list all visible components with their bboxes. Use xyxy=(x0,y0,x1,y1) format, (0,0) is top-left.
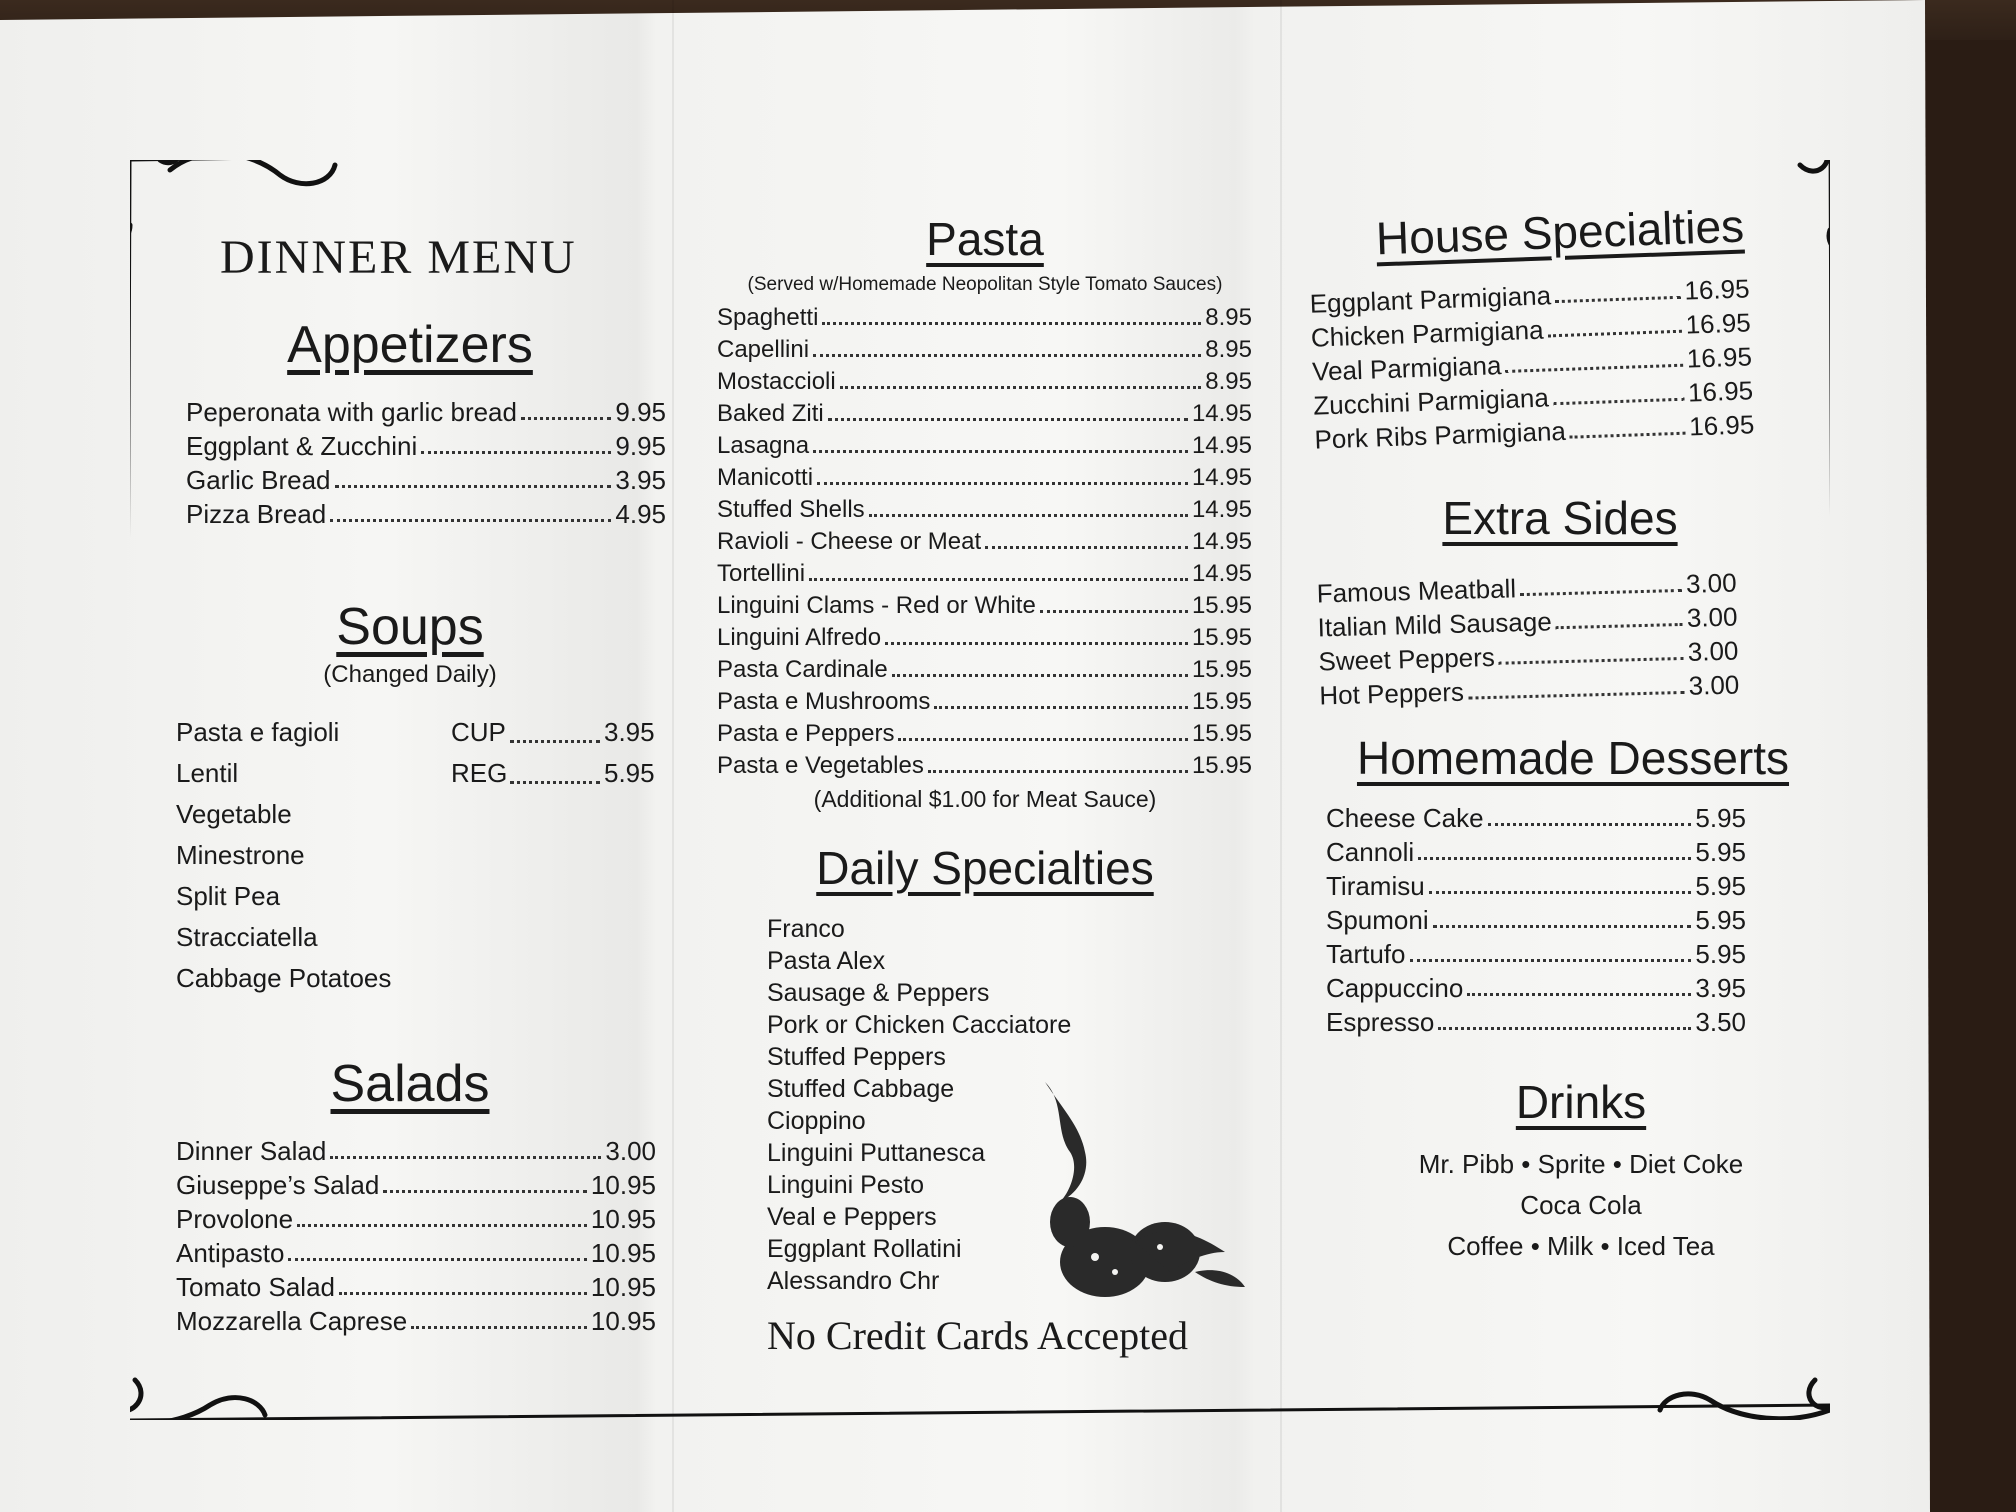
item-name: Linguini Clams - Red or White xyxy=(717,592,1036,619)
dot-leader xyxy=(813,450,1188,453)
item-name: Tortellini xyxy=(717,560,806,587)
item-name: Provolone xyxy=(176,1204,294,1234)
dessert-item xyxy=(1326,839,1746,865)
soup-name: Lentil xyxy=(176,758,239,788)
item-price: 10.95 xyxy=(590,1170,656,1200)
dessert-item xyxy=(1326,907,1746,933)
item-name: Zucchini Parmigiana xyxy=(1312,382,1550,421)
fruit-illustration xyxy=(1035,1072,1255,1302)
item-price: 15.95 xyxy=(1191,592,1252,619)
dot-leader xyxy=(1553,398,1684,406)
dot-leader xyxy=(822,322,1201,325)
pasta-item xyxy=(717,722,1252,746)
item-price: 8.95 xyxy=(1205,336,1252,363)
soup-name: Vegetable xyxy=(176,799,292,829)
pasta-item xyxy=(717,434,1252,458)
soup-item xyxy=(176,922,660,953)
item-name: Pizza Bread xyxy=(186,499,327,529)
appetizer-item xyxy=(186,399,666,425)
dot-leader xyxy=(421,451,611,454)
salad-item xyxy=(176,1308,656,1334)
dessert-item xyxy=(1326,805,1746,831)
item-name: Hot Peppers xyxy=(1319,676,1465,711)
dot-leader xyxy=(1520,589,1682,596)
desserts-heading: Homemade Desserts xyxy=(1356,732,1790,784)
appetizer-item xyxy=(186,467,666,493)
drinks-line: Coca Cola xyxy=(1520,1190,1642,1220)
extra-sides-list xyxy=(1316,567,1740,711)
dot-leader xyxy=(828,418,1188,421)
dessert-item xyxy=(1326,1009,1746,1035)
item-name: Mozzarella Caprese xyxy=(176,1306,408,1336)
item-price: 16.95 xyxy=(1685,307,1752,340)
pasta-item xyxy=(717,594,1252,618)
item-name: Italian Mild Sausage xyxy=(1317,606,1553,643)
appetizer-item xyxy=(186,501,666,527)
salad-item xyxy=(176,1274,656,1300)
item-name: Giuseppe’s Salad xyxy=(176,1170,380,1200)
item-price: 5.95 xyxy=(1695,905,1746,935)
item-name: Famous Meatball xyxy=(1316,573,1517,609)
desserts-list xyxy=(1326,805,1746,1035)
dot-leader xyxy=(1506,364,1684,373)
item-price: 16.95 xyxy=(1683,273,1751,306)
dot-leader xyxy=(840,386,1202,389)
item-name: Mostaccioli xyxy=(717,368,836,395)
middle-panel xyxy=(715,212,1255,1359)
dot-leader xyxy=(809,578,1188,581)
dot-leader xyxy=(330,519,611,522)
soups-note: (Changed Daily) xyxy=(323,661,497,688)
daily-specialty-item: Sausage & Peppers xyxy=(767,979,990,1007)
item-price: 3.50 xyxy=(1695,1007,1746,1037)
pasta-item xyxy=(717,306,1252,330)
item-name: Chicken Parmigiana xyxy=(1310,314,1545,353)
drinks-list xyxy=(1326,1149,1836,1262)
dot-leader xyxy=(985,546,1188,549)
pasta-item xyxy=(717,402,1252,426)
item-price: 14.95 xyxy=(1191,528,1252,555)
item-price: 5.95 xyxy=(1695,871,1746,901)
dot-leader xyxy=(1040,610,1188,613)
pasta-note: (Served w/Homemade Neopolitan Style Tomato Sauces) xyxy=(747,274,1223,295)
item-name: Pasta e Mushrooms xyxy=(717,688,931,715)
item-name: Eggplant & Zucchini xyxy=(186,431,418,461)
item-name: Sweet Peppers xyxy=(1318,641,1496,677)
item-name: Spumoni xyxy=(1326,905,1429,935)
drinks-heading: Drinks xyxy=(1515,1076,1647,1128)
daily-specialty-item: Stuffed Peppers xyxy=(767,1043,946,1071)
pasta-item xyxy=(717,530,1252,554)
item-name: Peperonata with garlic bread xyxy=(186,397,517,427)
dot-leader xyxy=(1548,330,1682,338)
dot-leader xyxy=(898,738,1187,741)
item-price: 10.95 xyxy=(590,1238,656,1268)
dot-leader xyxy=(1499,657,1684,665)
soup-item xyxy=(176,717,660,748)
item-name: Dinner Salad xyxy=(176,1136,327,1166)
soups-heading: Soups xyxy=(336,598,484,656)
pasta-item xyxy=(717,754,1252,778)
dessert-item xyxy=(1326,941,1746,967)
item-price: 14.95 xyxy=(1191,400,1252,427)
appetizers-list xyxy=(186,399,666,527)
item-name: Cheese Cake xyxy=(1326,803,1484,833)
item-name: Espresso xyxy=(1326,1007,1435,1037)
item-name: Manicotti xyxy=(717,464,814,491)
pasta-item xyxy=(717,690,1252,714)
item-price: 15.95 xyxy=(1191,656,1252,683)
item-name: Tiramisu xyxy=(1326,871,1425,901)
dot-leader xyxy=(1410,959,1692,962)
item-price: 5.95 xyxy=(1695,837,1746,867)
item-price: 9.95 xyxy=(615,431,666,461)
drinks-line: Coffee • Milk • Iced Tea xyxy=(1447,1231,1715,1261)
house-specialties-list xyxy=(1309,273,1755,455)
dot-leader xyxy=(885,642,1188,645)
dot-leader xyxy=(817,482,1188,485)
item-price: 3.00 xyxy=(1685,567,1737,599)
soup-size: REG xyxy=(451,758,508,788)
item-price: 3.00 xyxy=(1687,635,1739,667)
soups-list xyxy=(176,717,660,994)
item-name: Cannoli xyxy=(1326,837,1415,867)
item-price: 4.95 xyxy=(615,499,666,529)
item-price: 10.95 xyxy=(590,1306,656,1336)
item-name: Ravioli - Cheese or Meat xyxy=(717,528,982,555)
soup-name: Minestrone xyxy=(176,840,305,870)
dessert-item xyxy=(1326,975,1746,1001)
dot-leader xyxy=(1556,623,1683,629)
item-price: 16.95 xyxy=(1688,409,1755,442)
item-name: Stuffed Shells xyxy=(717,496,865,523)
dessert-item xyxy=(1326,873,1746,899)
item-price: 10.95 xyxy=(590,1272,656,1302)
dot-leader xyxy=(1418,857,1691,860)
pasta-item xyxy=(717,498,1252,522)
item-price: 14.95 xyxy=(1191,496,1252,523)
soup-item xyxy=(176,963,660,994)
daily-specialty-item: Cioppino xyxy=(767,1107,866,1135)
left-panel xyxy=(170,230,666,1342)
dot-leader xyxy=(335,485,612,488)
item-name: Pasta e Peppers xyxy=(717,720,895,747)
dot-leader xyxy=(1438,1027,1691,1030)
dot-leader xyxy=(1488,823,1692,826)
item-price: 14.95 xyxy=(1191,560,1252,587)
item-name: Antipasto xyxy=(176,1238,285,1268)
extra-side-item xyxy=(1319,669,1740,711)
soup-item xyxy=(176,758,660,789)
daily-specialty-item: Veal e Peppers xyxy=(767,1203,937,1231)
item-price: 15.95 xyxy=(1191,624,1252,651)
item-name: Baked Ziti xyxy=(717,400,824,427)
pasta-item xyxy=(717,370,1252,394)
soup-name: Cabbage Potatoes xyxy=(176,963,392,993)
daily-specialty-item: Linguini Pesto xyxy=(767,1171,925,1199)
daily-specialty-item: Linguini Puttanesca xyxy=(767,1139,986,1167)
item-price: 14.95 xyxy=(1191,464,1252,491)
item-name: Capellini xyxy=(717,336,810,363)
dot-leader xyxy=(892,674,1188,677)
drinks-line: Mr. Pibb • Sprite • Diet Coke xyxy=(1418,1149,1744,1179)
dot-leader xyxy=(1467,993,1691,996)
house-specialty-item xyxy=(1309,273,1751,319)
item-price: 8.95 xyxy=(1205,368,1252,395)
soup-price: 5.95 xyxy=(604,758,655,788)
pasta-item xyxy=(717,466,1252,490)
daily-specialty-item: Franco xyxy=(767,915,845,943)
dot-leader xyxy=(928,770,1188,773)
daily-specialty-item: Stuffed Cabbage xyxy=(767,1075,955,1103)
daily-specialties-heading: Daily Specialties xyxy=(816,842,1154,894)
item-price: 16.95 xyxy=(1687,375,1754,408)
house-specialties-heading: House Specialties xyxy=(1375,199,1745,265)
soup-item xyxy=(176,799,660,830)
dot-leader xyxy=(521,417,611,420)
soup-name: Split Pea xyxy=(176,881,281,911)
item-price: 8.95 xyxy=(1205,304,1252,331)
dot-leader xyxy=(288,1258,587,1261)
dot-leader xyxy=(1570,432,1686,439)
soup-name: Pasta e fagioli xyxy=(176,717,340,747)
item-price: 15.95 xyxy=(1191,720,1252,747)
item-price: 3.00 xyxy=(1688,669,1740,701)
dot-leader xyxy=(339,1292,587,1295)
item-price: 15.95 xyxy=(1191,752,1252,779)
dot-leader xyxy=(1555,296,1681,303)
daily-specialty-item: Alessandro Chr xyxy=(767,1267,940,1295)
pasta-list xyxy=(717,306,1252,778)
item-name: Pasta Cardinale xyxy=(717,656,888,683)
item-price: 5.95 xyxy=(1695,939,1746,969)
extra-sides-heading: Extra Sides xyxy=(1442,492,1678,544)
item-price: 9.95 xyxy=(615,397,666,427)
no-credit-cards-notice: No Credit Cards Accepted xyxy=(767,1313,1188,1358)
item-price: 3.95 xyxy=(1695,973,1746,1003)
item-price: 15.95 xyxy=(1191,688,1252,715)
dot-leader xyxy=(1468,691,1685,700)
dot-leader xyxy=(411,1326,587,1329)
item-name: Spaghetti xyxy=(717,304,819,331)
item-price: 3.95 xyxy=(615,465,666,495)
dot-leader xyxy=(297,1224,587,1227)
item-name: Veal Parmigiana xyxy=(1311,350,1502,387)
menu-title: DINNER MENU xyxy=(220,231,577,284)
item-name: Linguini Alfredo xyxy=(717,624,882,651)
dot-leader xyxy=(510,717,600,743)
right-panel xyxy=(1309,199,1820,1272)
item-price: 16.95 xyxy=(1686,341,1753,374)
dot-leader xyxy=(383,1190,587,1193)
dot-leader xyxy=(934,706,1188,709)
extra-side-item xyxy=(1316,567,1737,609)
item-price: 14.95 xyxy=(1191,432,1252,459)
item-price: 10.95 xyxy=(590,1204,656,1234)
pasta-item xyxy=(717,658,1252,682)
soup-item xyxy=(176,881,660,912)
pasta-item xyxy=(717,338,1252,362)
item-name: Tartufo xyxy=(1326,939,1406,969)
soup-name: Stracciatella xyxy=(176,922,318,952)
daily-specialty-item: Pork or Chicken Cacciatore xyxy=(767,1011,1072,1039)
dot-leader xyxy=(330,1156,601,1159)
salad-item xyxy=(176,1138,656,1164)
pasta-item xyxy=(717,626,1252,650)
appetizers-heading: Appetizers xyxy=(287,316,533,374)
item-name: Garlic Bread xyxy=(186,465,331,495)
daily-specialty-item: Pasta Alex xyxy=(767,947,886,975)
salads-list xyxy=(176,1138,656,1334)
soup-price: 3.95 xyxy=(604,717,655,747)
item-name: Eggplant Parmigiana xyxy=(1309,280,1552,319)
dot-leader xyxy=(1433,925,1692,928)
item-name: Pasta e Vegetables xyxy=(717,752,924,779)
item-name: Tomato Salad xyxy=(176,1272,335,1302)
dot-leader xyxy=(510,758,600,784)
soup-item xyxy=(176,840,660,871)
soup-size: CUP xyxy=(451,717,506,747)
pasta-footnote: (Additional $1.00 for Meat Sauce) xyxy=(813,786,1157,812)
daily-specialty-item: Eggplant Rollatini xyxy=(767,1235,962,1263)
item-price: 5.95 xyxy=(1695,803,1746,833)
item-name: Pork Ribs Parmigiana xyxy=(1313,415,1567,455)
item-price: 3.00 xyxy=(1686,601,1738,633)
pasta-item xyxy=(717,562,1252,586)
pasta-heading: Pasta xyxy=(926,213,1044,265)
salads-heading: Salads xyxy=(330,1055,490,1113)
appetizer-item xyxy=(186,433,666,459)
item-name: Cappuccino xyxy=(1326,973,1464,1003)
dot-leader xyxy=(813,354,1201,357)
salad-item xyxy=(176,1206,656,1232)
extra-side-item xyxy=(1317,601,1738,643)
extra-side-item xyxy=(1318,635,1739,677)
dot-leader xyxy=(869,514,1188,517)
salad-item xyxy=(176,1240,656,1266)
salad-item xyxy=(176,1172,656,1198)
item-name: Lasagna xyxy=(717,432,810,459)
item-price: 3.00 xyxy=(605,1136,656,1166)
dot-leader xyxy=(1429,891,1692,894)
